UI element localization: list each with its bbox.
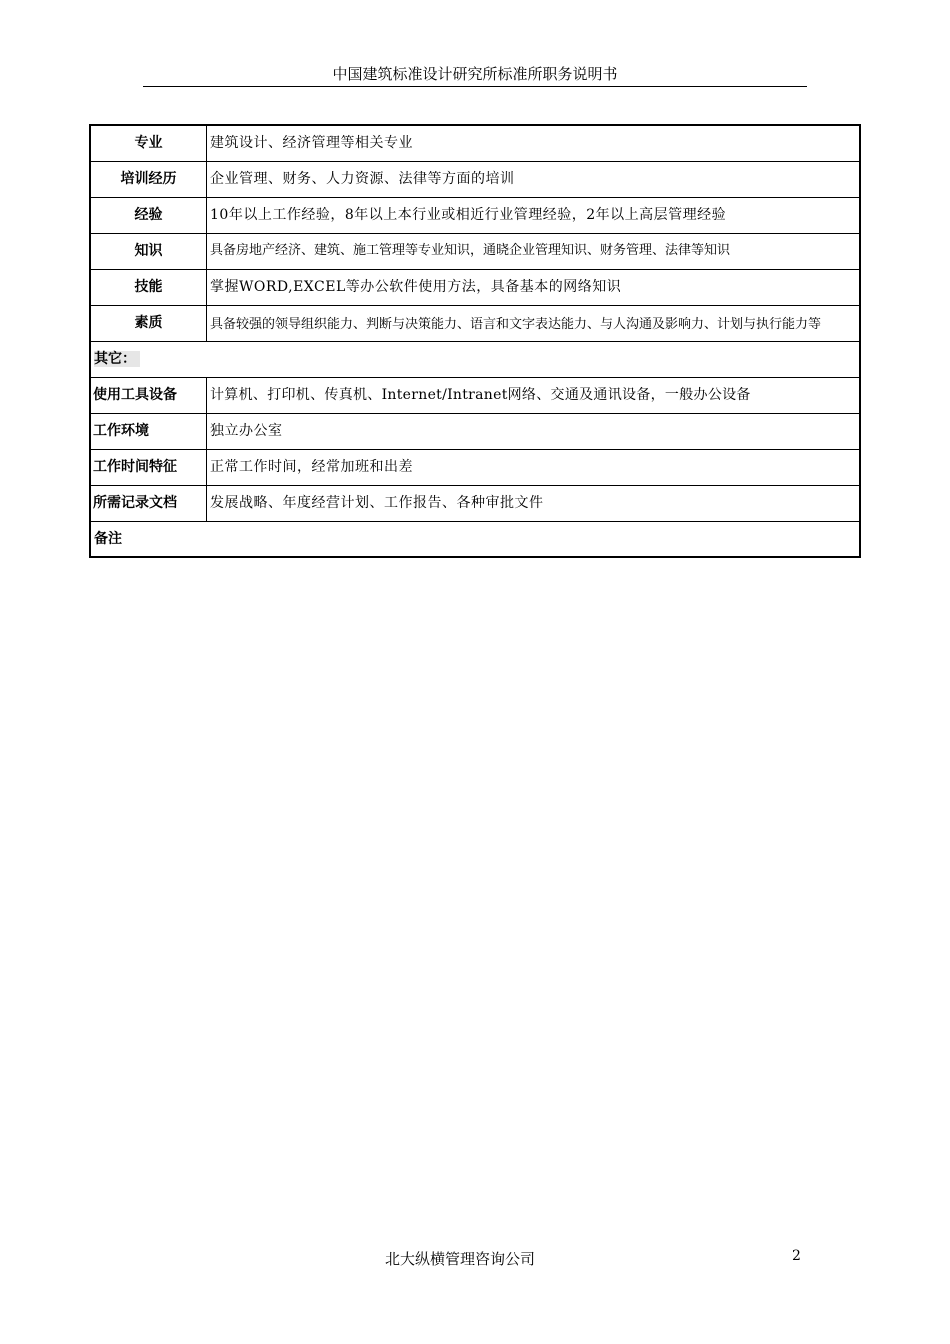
table-row [90, 197, 860, 233]
job-description-table [89, 124, 861, 558]
row-value-experience: 10年以上工作经验，8年以上本行业或相近行业管理经验，2年以上高层管理经验 [207, 197, 861, 233]
table-row [90, 269, 860, 305]
table-row [90, 485, 860, 521]
row-value-training: 企业管理、财务、人力资源、法律等方面的培训 [207, 161, 861, 197]
row-value-major: 建筑设计、经济管理等相关专业 [207, 125, 861, 161]
other-section-label: 其它： [94, 351, 140, 367]
remarks-label: 备注 [90, 521, 860, 557]
row-label-skills: 技能 [90, 269, 207, 305]
row-value-qualities: 具备较强的领导组织能力、判断与决策能力、语言和文字表达能力、与人沟通及影响力、计划与执行能力等 [207, 305, 861, 341]
table-row [90, 449, 860, 485]
other-section-cell [90, 341, 860, 377]
row-label-knowledge: 知识 [90, 233, 207, 269]
row-label-major: 专业 [90, 125, 207, 161]
footer-company: 北大纵横管理咨询公司 [384, 1250, 535, 1268]
table-row [90, 377, 860, 413]
table-row [90, 125, 860, 161]
table-row [90, 413, 860, 449]
table-row [90, 161, 860, 197]
row-label-qualities: 素质 [90, 305, 207, 341]
row-label-training: 培训经历 [90, 161, 207, 197]
row-value-knowledge: 具备房地产经济、建筑、施工管理等专业知识，通晓企业管理知识、财务管理、法律等知识 [207, 233, 861, 269]
row-value-tools: 计算机、打印机、传真机、Internet/Intranet网络、交通及通讯设备，一般办公设备 [207, 377, 861, 413]
table-row [90, 305, 860, 341]
row-label-environment: 工作环境 [90, 413, 207, 449]
table-row-section [90, 341, 860, 377]
page-number: 2 [792, 1248, 801, 1264]
table-row-remarks [90, 521, 860, 557]
table-row [90, 233, 860, 269]
row-label-experience: 经验 [90, 197, 207, 233]
header-rule [143, 86, 807, 87]
row-value-documents: 发展战略、年度经营计划、工作报告、各种审批文件 [207, 485, 861, 521]
row-value-environment: 独立办公室 [207, 413, 861, 449]
row-label-tools: 使用工具设备 [90, 377, 207, 413]
document-header-title: 中国建筑标准设计研究所标准所职务说明书 [332, 65, 618, 83]
row-value-skills: 掌握WORD,EXCEL等办公软件使用方法，具备基本的网络知识 [207, 269, 861, 305]
row-label-documents: 所需记录文档 [90, 485, 207, 521]
row-label-work-hours: 工作时间特征 [90, 449, 207, 485]
row-value-work-hours: 正常工作时间，经常加班和出差 [207, 449, 861, 485]
